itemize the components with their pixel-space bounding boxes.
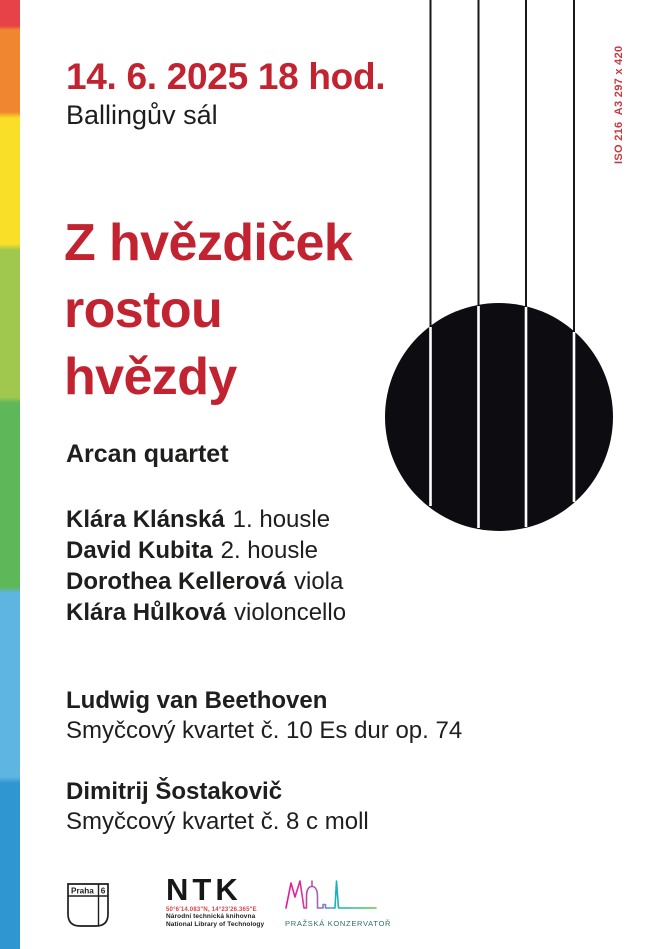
prague-conservatory-logo bbox=[285, 876, 391, 928]
performer-row bbox=[66, 535, 346, 566]
event-venue: Ballingův sál bbox=[66, 100, 218, 130]
praha6-logo bbox=[67, 883, 109, 927]
performer-role: 2. housle bbox=[220, 537, 318, 564]
performer-name: Klára Hůlková bbox=[66, 599, 227, 626]
iso-format-note: ISO 216 A3 297 x 420 bbox=[613, 45, 625, 164]
ntk-coordinates: 50°6'14.083"N, 14°23'26.365"E bbox=[166, 907, 257, 913]
conservatory-skyline-icon bbox=[285, 876, 377, 912]
title-line-1: Z hvězdiček bbox=[64, 214, 353, 272]
performer-list bbox=[66, 504, 346, 628]
performer-row bbox=[66, 566, 346, 597]
composer-name: Ludwig van Beethoven bbox=[66, 687, 328, 714]
performer-role: violoncello bbox=[233, 599, 347, 626]
performer-role: 1. housle bbox=[232, 506, 331, 533]
black-circle-shape bbox=[385, 303, 613, 531]
praha6-district-label: 6 bbox=[100, 886, 106, 896]
ntk-name-cs: Národní technická knihovna bbox=[166, 913, 256, 920]
conservatory-name: PRAŽSKÁ KONZERVATOŘ bbox=[285, 919, 392, 928]
ensemble-name: Arcan quartet bbox=[66, 440, 229, 468]
poster-title bbox=[64, 210, 352, 411]
composer-name: Dimitrij Šostakovič bbox=[66, 778, 283, 805]
work-title: Smyčcový kvartet č. 8 c moll bbox=[66, 808, 369, 835]
title-line-3: hvězdy bbox=[64, 348, 237, 406]
performer-name: David Kubita bbox=[66, 537, 213, 564]
event-date: 14. 6. 2025 18 hod. bbox=[66, 56, 386, 97]
performer-row bbox=[66, 597, 346, 628]
performer-row bbox=[66, 504, 346, 535]
program-item bbox=[66, 777, 369, 837]
praha6-city-label: Praha bbox=[71, 886, 94, 896]
performer-role: viola bbox=[293, 568, 344, 595]
ntk-logo bbox=[166, 874, 264, 928]
performer-name: Dorothea Kellerová bbox=[66, 568, 287, 595]
program-item bbox=[66, 686, 462, 746]
ntk-name-en: National Library of Technology bbox=[166, 920, 265, 928]
work-title: Smyčcový kvartet č. 10 Es dur op. 74 bbox=[66, 717, 463, 744]
ntk-acronym: NTK bbox=[166, 872, 242, 907]
title-line-2: rostou bbox=[64, 281, 223, 339]
performer-name: Klára Klánská bbox=[66, 506, 225, 533]
